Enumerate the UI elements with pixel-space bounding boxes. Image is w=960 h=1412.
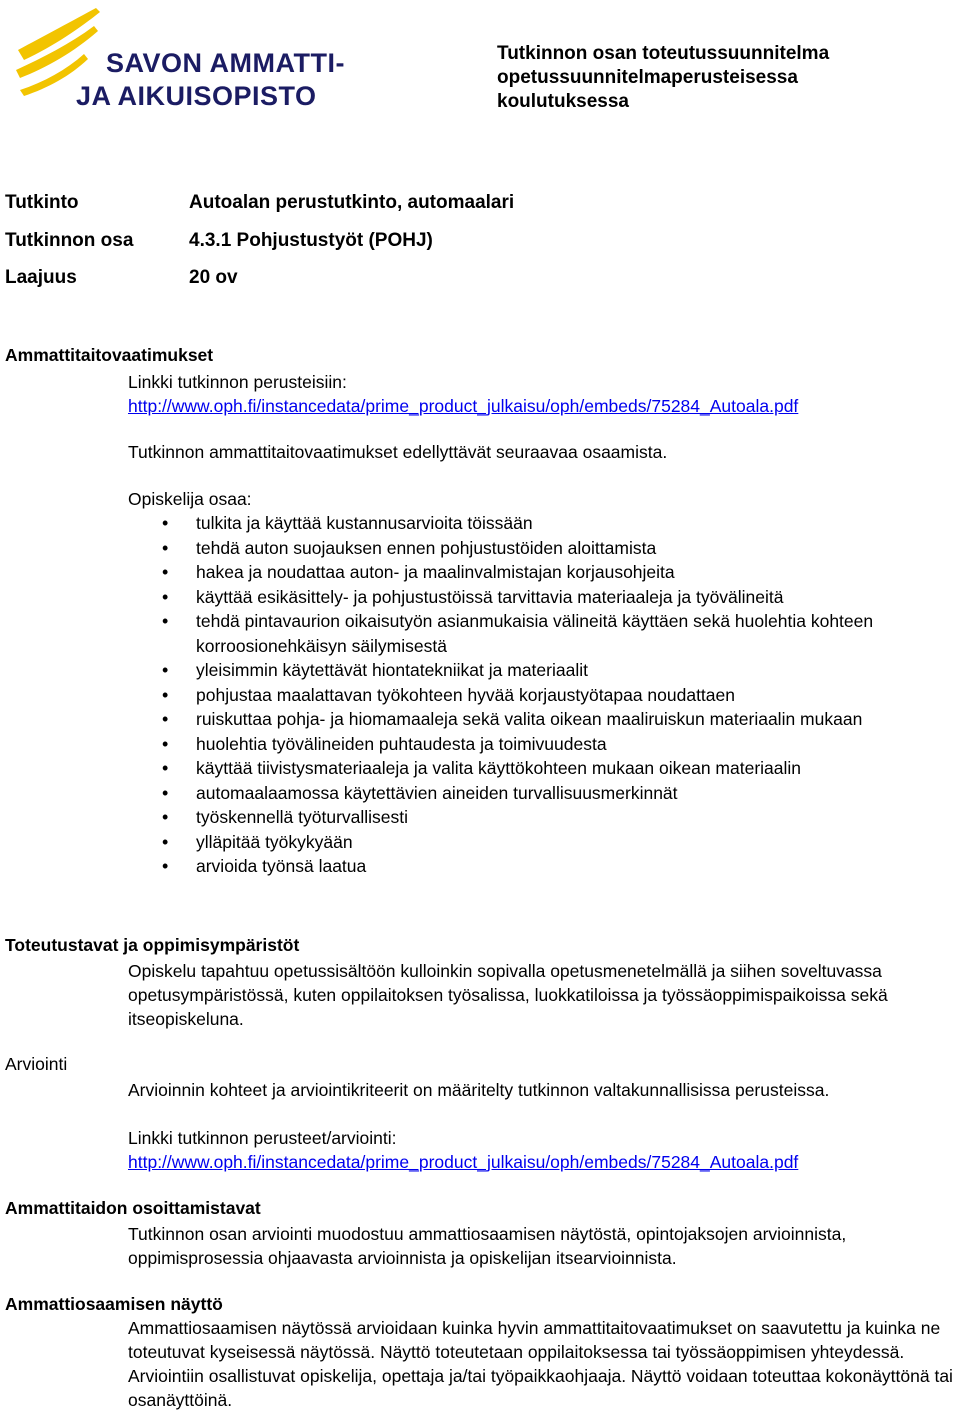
- list-item: • työskennellä työturvallisesti: [128, 805, 928, 830]
- list-item: • yleisimmin käytettävät hiontatekniikat ja materiaalit: [128, 658, 928, 683]
- list-item: • hakea ja noudattaa auton- ja maalinvalmistajan korjausohjeita: [128, 560, 928, 585]
- list-item: • huolehtia työvälineiden puhtaudesta ja toimivuudesta: [128, 732, 928, 757]
- document-title-line: koulutuksessa: [497, 91, 629, 112]
- school-logo: [14, 6, 354, 112]
- section-heading-toteutustavat: Toteutustavat ja oppimisympäristöt: [5, 935, 300, 955]
- list-item: • tulkita ja käyttää kustannusarvioita töissään: [128, 511, 928, 536]
- tutkinto-value: Autoalan perustutkinto, automaalari: [189, 192, 515, 213]
- document-title-line: opetussuunnitelmaperusteisessa: [497, 67, 798, 88]
- section-heading-naytto: Ammattiosaamisen näyttö: [5, 1294, 223, 1314]
- perusteet-link-label: Linkki tutkinnon perusteisiin:: [128, 372, 347, 392]
- skills-list: [128, 511, 928, 879]
- osoittaminen-text: Tutkinnon osan arviointi muodostuu ammattiosaamisen näytöstä, opintojaksojen arvioinnista, oppimisprosessia ohjaavasta arvioinnista ja opiskelijan itsearvioinnista.: [128, 1224, 847, 1268]
- list-item: • tehdä pintavaurion oikaisutyön asianmukaisia välineitä käyttäen sekä huolehtia kohteen korroosionehkäisyn säilymisestä: [128, 609, 928, 658]
- tutkinnon-osa-value: 4.3.1 Pohjustustyöt (POHJ): [189, 230, 433, 251]
- opiskelija-osaa-lead: Opiskelija osaa:: [128, 489, 252, 509]
- toteutus-text: Opiskelu tapahtuu opetussisältöön kulloinkin sopivalla opetusmenetelmällä ja siihen soveltuvassa opetusympäristössä, kuten oppilaitoksen työsalissa, luokkatiloissa ja työssäoppimispaikoissa sekä itseopiskeluna.: [128, 961, 888, 1029]
- ammattitaito-intro: Tutkinnon ammattitaitovaatimukset edellyttävät seuraavaa osaamista.: [128, 442, 668, 462]
- arviointi-text: Arvioinnin kohteet ja arviointikriteerit on määritelty tutkinnon valtakunnallisissa perusteissa.: [128, 1080, 830, 1100]
- document-title: [497, 42, 947, 114]
- laajuus-value: 20 ov: [189, 267, 238, 288]
- list-item: • tehdä auton suojauksen ennen pohjustustöiden aloittamista: [128, 536, 928, 561]
- perusteet-link[interactable]: http://www.oph.fi/instancedata/prime_product_julkaisu/oph/embeds/75284_Autoala.pdf: [128, 396, 799, 416]
- list-item: • käyttää esikäsittely- ja pohjustustöissä tarvittavia materiaaleja ja työvälineitä: [128, 585, 928, 610]
- list-item: • käyttää tiivistysmateriaaleja ja valita käyttökohteen mukaan oikean materiaalin: [128, 756, 928, 781]
- list-item: • automaalaamossa käytettävien aineiden turvallisuusmerkinnät: [128, 781, 928, 806]
- section-heading-ammattitaitovaatimukset: Ammattitaitovaatimukset: [5, 345, 214, 365]
- laajuus-label: Laajuus: [5, 267, 77, 288]
- list-item: • pohjustaa maalattavan työkohteen hyvää korjaustyötapaa noudattaen: [128, 683, 928, 708]
- arviointi-link-label: Linkki tutkinnon perusteet/arviointi:: [128, 1128, 397, 1148]
- list-item: • ruiskuttaa pohja- ja hiomamaaleja sekä valita oikean maaliruiskun materiaalin mukaan: [128, 707, 928, 732]
- logo-line2: JA AIKUISOPISTO: [76, 81, 317, 111]
- section-heading-arviointi: Arviointi: [5, 1054, 68, 1074]
- list-item: • arvioida työnsä laatua: [128, 854, 928, 879]
- tutkinto-label: Tutkinto: [5, 192, 79, 213]
- tutkinnon-osa-label: Tutkinnon osa: [5, 230, 134, 251]
- list-item: • ylläpitää työkykyään: [128, 830, 928, 855]
- logo-line1: SAVON AMMATTI-: [106, 48, 345, 78]
- naytto-text: Ammattiosaamisen näytössä arvioidaan kuinka hyvin ammattitaitovaatimukset on saavutettu ja kuinka ne toteutuvat kyseisessä näytössä. Näyttö toteutetaan oppilaitoksessa tai työssäoppimisen yhteydessä. Arviointiin osallistuvat opiskelija, opettaja ja/tai työpaikkaohjaaja. Näyttö voidaan toteuttaa kokonäyttönä tai osanäyttöinä.: [128, 1318, 953, 1410]
- arviointi-link[interactable]: http://www.oph.fi/instancedata/prime_product_julkaisu/oph/embeds/75284_Autoala.pdf: [128, 1152, 799, 1172]
- document-title-line: Tutkinnon osan toteutussuunnitelma: [497, 43, 830, 64]
- section-heading-osoittamistavat: Ammattitaidon osoittamistavat: [5, 1198, 261, 1218]
- logo-swoosh-icon: [14, 6, 354, 112]
